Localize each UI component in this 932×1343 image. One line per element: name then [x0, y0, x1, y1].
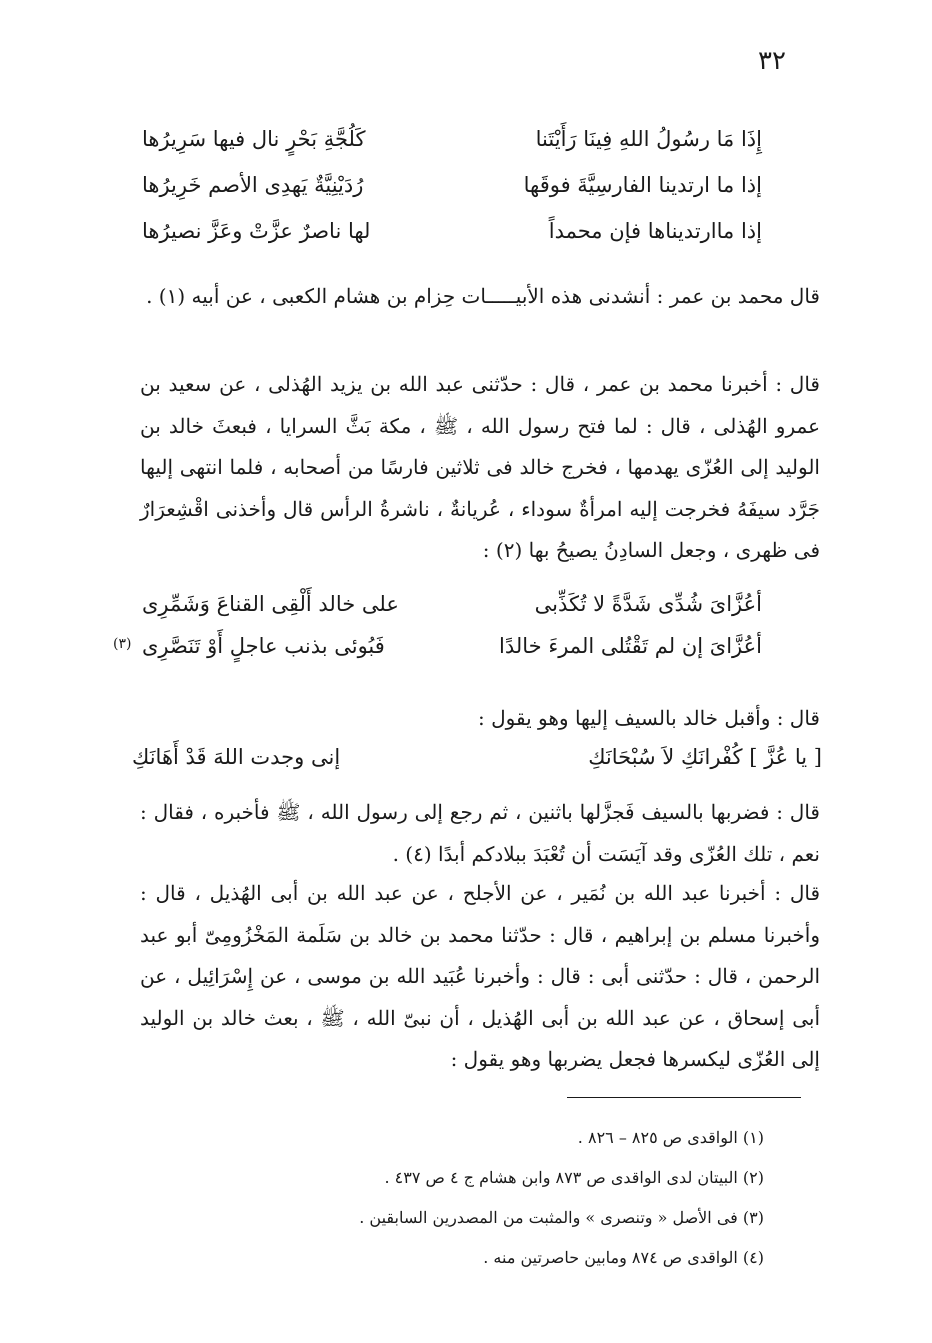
footnote-2: (٢) البيتان لدى الواقدى ص ٨٧٣ وابن هشام ج ٤ ص ٤٣٧ .	[384, 1168, 764, 1187]
verse-2-second-hemistich: رُدَيْنِيَّةٌ يَهدِى الأصم خَرِيرُها	[142, 173, 364, 197]
paragraph-5: قال : أخبرنا عبد الله بن نُمَير ، عن الأجلح ، عن عبد الله بن أبى الهُذيل ، قال : وأخبرنا مسلم بن إبراهيم ، قال : حدّثنا محمد بن خالد بن سَلَمة المَخْزُومِىّ أبو عبد الرحمن ، قال : حدّثنى أبى : قال : وأخبرنا عُبَيد الله بن موسى ، عن إِسْرَائِيل ، عن أبى إسحاق ، عن عبد الله بن أبى الهُذيل ، أن نبىّ الله ، ﷺ ، بعث خالد بن الوليد إلى العُزّى ليكسرها فجعل يضربها وهو يقول :	[140, 881, 820, 1071]
verse-3-first-hemistich: إذا ماارتديناها فإن محمداً	[548, 219, 762, 243]
verse-6	[132, 745, 822, 785]
verse-2	[142, 173, 762, 213]
verse-1-second-hemistich: كَلُجَّةِ بَحْرٍ نال فيها سَرِيرُها	[142, 127, 366, 151]
footnote-3: (٣) فى الأصل « وتنصرى » والمثبت من المصدرين السابقين .	[359, 1208, 764, 1227]
verse-5	[142, 634, 762, 674]
paragraph-1: قال محمد بن عمر : أنشدنى هذه الأبيـــــات حِزام بن هشام الكعبى ، عن أبيه (١) .	[146, 284, 820, 308]
footnote-1: (١) الواقدى ص ٨٢٥ – ٨٢٦ .	[577, 1128, 764, 1147]
verse-5-second-hemistich: فَبُوئى بذنب عاجلٍ أَوْ تَنَصَّرِى	[142, 634, 385, 658]
footnote-rule	[567, 1097, 801, 1098]
paragraph-2: قال : أخبرنا محمد بن عمر ، قال : حدّثنى عبد الله بن يزيد الهُذلى ، عن سعيد بن عمرو الهُذلى ، قال : لما فتح رسول الله ، ﷺ ، مكة بَثَّ السرايا ، فبعثَ خالد بن الوليد إلى العُزّى يهدمها ، فخرج خالد فى ثلاثين فارسًا من أصحابه ، فلما انتهى إليها جَرَّد سيفَهُ فخرجت إليه امرأةٌ سوداء ، عُريانةٌ ، ناشرةُ الرأس قال وأخذنى اقْشِعرَارٌ فى ظهرى ، وجعل السادِنُ يصيحُ بها (٢) :	[140, 372, 820, 562]
verse-4-second-hemistich: على خالد أَلْقِى القناعَ وَشَمِّرِى	[142, 592, 399, 616]
paragraph-4: قال : فضربها بالسيف فَجزَّلها باثنين ، ثم رجع إلى رسول الله ، ﷺ فأخبره ، فقال : نعم ، تلك العُزّى وقد آيَسَت أن تُعْبَدَ ببلادكم أبدًا (٤) .	[140, 800, 820, 866]
verse-6-first-hemistich: [ يا عُزَّ ] كُفْرانَكِ لاَ سُبْحَانَكِ	[588, 745, 822, 769]
verse-1	[142, 127, 762, 167]
verse-4	[142, 592, 762, 632]
verse-6-second-hemistich: إنى وجدت اللهَ قَدْ أَهَانَكِ	[132, 745, 341, 769]
footnote-4: (٤) الواقدى ص ٨٧٤ ومابين حاصرتين منه .	[483, 1248, 764, 1267]
verse-2-first-hemistich: إذا ما ارتدينا الفارسِيَّةَ فوقَها	[523, 173, 762, 197]
verse-3	[142, 219, 762, 259]
verse-4-first-hemistich: أعُزَّاىَ شُدِّى شَدَّةً لا تُكَذِّبى	[534, 592, 762, 616]
paragraph-3: قال : وأقبل خالد بالسيف إليها وهو يقول :	[478, 706, 820, 730]
footnote-marker-3: (٣)	[113, 636, 132, 652]
page-number: ٣٢	[758, 46, 786, 76]
verse-5-first-hemistich: أعُزَّاىَ إن لم تَقْتُلى المرءَ خالدًا	[499, 634, 762, 658]
verse-1-first-hemistich: إِذَا مَا رسُولُ اللهِ فِينَا رَأَيْتَنا	[535, 127, 762, 151]
verse-3-second-hemistich: لها ناصرٌ عزَّتْ وعَزَّ نصيرُها	[142, 219, 371, 243]
